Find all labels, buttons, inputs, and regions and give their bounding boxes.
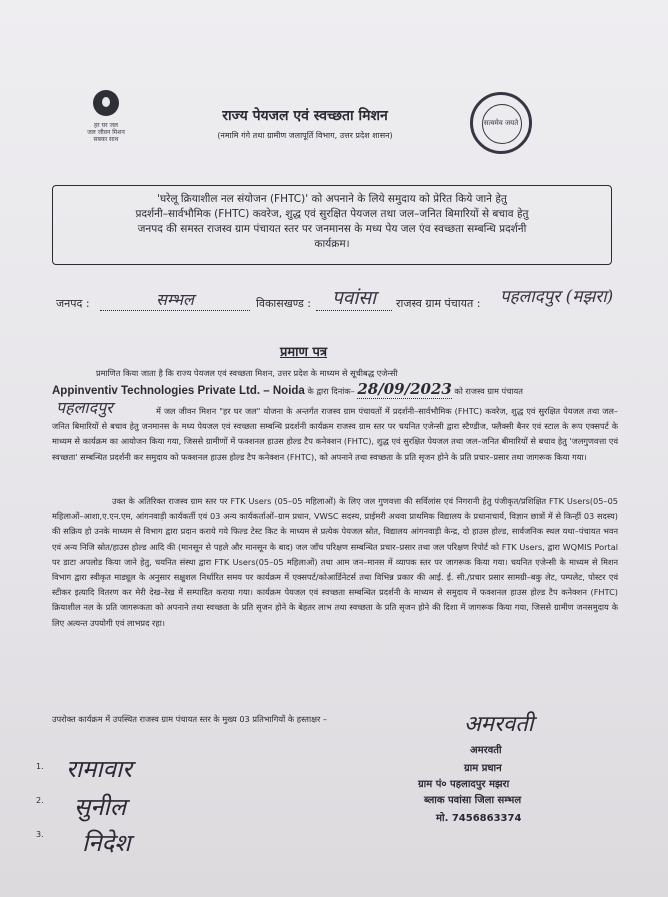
participant-1-number: 1. [36,762,44,771]
participant-3-signature: निदेश [82,829,131,857]
pradhan-mobile: मो. 7456863374 [436,813,522,824]
pradhan-signature: अमरवती [464,712,534,737]
body-paragraph-2: उक्त के अतिरिक्त राजस्व ग्राम स्तर पर FTK Users (05–05 महिलाओं) के लिए जल गुणवत्ता की सर्विलांस एवं निगरानी हेतु पंजीकृत/प्रशिक्षित FTK Users(05–05 महिलाओं–आशा,ए.एन.एम, आंगनवाड़ी कार्यकर्ती एवं 03 अन्य कार्यकर्ताओं–ग्राम प्रधान, VWSC सदस्य, प्राईमरी अथवा प्राथमिक विद्यालय के प्रधानाचार्य, विज्ञान छात्रों में से किन्हीं 03 सदस्य) की सक्रिय हो उनके माध्यम से विभाग द्वारा प्रदान कराये गये फिल्ड टेस्ट किट के माध्यम से प्रत्येक पेयजल स्रोत, विद्यालय आंगनवाड़ी केन्द्र, दो हाउस होल्ड, सार्वजनिक स्थल यथा–पंचायत भवन एवं अन्य निजि स्रोत/हाउस होल्ड आदि की (मानसून से पहले और मानसून के बाद) जल जाँच परिक्षण सम्बन्धित प्रचार–प्रसार तथा जल परिक्षण रिपोर्ट को FTK Users, द्वारा WQMIS Portal पर डाटा अपलोड किया जाने हेतु, चयनित संस्था द्वारा FTK Users(05–05 महिलाओं) तथा आम जन–मानस में व्यापक स्तर पर जागरूक किया गया। चयनित एजेन्सी के माध्यम से मिशन विभाग द्वारा स्वीकृत माड्यूल के अनुसार सक्षुशल निर्धारित समय पर कार्यक्रम में एक्सपर्ट/कोआर्डिनेटर्स तथा विभिन्न प्रकार की आई. ई. सी./प्रचार प्रसार सामग्री–बकु लेट, पम्पलेट, पोस्टर एवं स्टीकर इत्यादि वितरण कर मेरी देख–रेख में सम्पादित कराया गया। कार्यक्रम पेयजल एवं स्वच्छता सम्बन्धित प्रदर्शनी के माध्यम से समुदाय में फक्शनल हाउस होल्ड टैप कनेक्शन (FHTC) क्रियाशील नल के प्रति जागरूकता को अपनाने तथा स्वच्छता के प्रति सृजन होने के बेहतर लाभ तथा स्वच्छता के प्रति सृजन होने की दिशा में जागरूक किया गया, जिससे ग्रामीण जनसमुदाय के लिए अत्यन्त उपयोगी एवं लाभप्रद रहा। [52,496,618,628]
programme-line-1: 'घरेलू क्रियाशील नल संयोजन (FHTC)' को अपनाने के लिये समुदाय को प्रेरित किये जाने हेतु [157,193,507,205]
janpad-value: सम्भल [100,288,250,311]
participant-2-signature: सुनील [74,793,127,821]
village-handwritten: पहलादपुर [56,398,113,417]
gram-panchayat-label: राजस्व ग्राम पंचायत : [396,297,481,310]
body-paragraph-1-main: में जल जीवन मिशन "हर घर जल" योजना के अन्तर्गत राजस्व ग्राम पंचायतों में प्रदर्शनी–सार्वभौमिक (FHTC) कवरेज, शुद्ध एवं सुरक्षित पेयजल तथा जल–जनित बिमारियों से बचाव हेतु जनमानस के मध्य पेयजल एवं स्वच्छता सम्बन्धि प्रदर्शनी कार्यक्रम राजस्व ग्राम स्तर पर चयनित एजेन्सी द्वारा स्टैण्डीज, फ्लैक्सी बैनर एवं स्टाल के रूप एक्सपर्ट के माध्यम से कार्यक्रम का आयोजन किया गया, जिससे ग्रामीणों में फक्शनल हाउस होल्ड टैप कनेक्शन (FHTC), शुद्ध एवं सुरक्षित पेयजल तथा जल–जनित बीमारियों से बचाव हेतु 'जलगुणवत्ता एवं स्वच्छता' सम्बन्धित प्रदर्शनी कर समुदाय को फक्शनल हाउस होल्ड टैप कनेक्शन (FHTC), को अपनाने तथा स्वच्छता के प्रति सृजन होने के प्रति प्रचार–प्रसार तथा जागरूक किया गया। [52,406,618,462]
pradhan-stamp-line-2: ब्लाक पवांसा जिला सम्भल [424,795,522,806]
har-ghar-jal-logo [78,90,134,143]
block-value: पवांसा [316,284,392,311]
programme-description-box [52,185,612,265]
company-line [52,380,618,398]
up-government-seal [470,92,532,154]
participants-intro: उपरोक्त कार्यक्रम में उपस्थित राजस्व ग्राम पंचायत स्तर के मुख्य 03 प्रतिभागियों के हस्ताक्षर – [52,714,327,724]
body-paragraph-1-intro: प्रमाणित किया जाता है कि राज्य पेयजल एवं स्वच्छता मिशन, उत्तर प्रदेश के माध्यम से सूचीबद्ध एजेन्सी [96,368,398,378]
page-subtitle: (नमामि गंगे तथा ग्रामीण जलापूर्ति विभाग, उत्तर प्रदेश शासन) [217,131,393,140]
agency-name: Appinventiv Technologies Private Ltd. – Noida [52,385,305,397]
certificate-heading: प्रमाण पत्र [280,345,328,360]
page-title: राज्य पेयजल एवं स्वच्छता मिशन [222,108,388,124]
seal-text: सत्यमेव जयते [483,119,519,127]
logo-caption: हर घर जल जल जीवन मिशन सबका साथ [87,122,125,143]
pradhan-designation: ग्राम प्रधान [464,763,502,774]
date-prefix: के द्वारा दिनांक– [307,386,355,396]
pradhan-stamp-line-1: ग्राम पं० पहलादपुर मझरा [418,779,510,790]
programme-line-3: जनपद की समस्त राजस्व ग्राम पंचायत स्तर पर जनमानस के मध्य पेय जल एंव स्वच्छता सम्बन्धि प्रदर्शनी [137,223,527,235]
participant-1-signature: रामावार [66,755,132,783]
programme-line-4: कार्यक्रम। [314,238,350,250]
event-date: 28/09/2023 [357,380,452,398]
janpad-label: जनपद : [56,297,90,310]
water-drop-icon [93,90,119,116]
block-label: विकासखण्ड : [256,297,312,310]
participant-2-number: 2. [36,796,44,805]
programme-line-2: प्रदर्शनी–सार्वभौमिक (FHTC) कवरेज, शुद्ध एवं सुरक्षित पेयजल तथा जल–जनित बिमारियों से बचाव हेतु [135,208,529,220]
participant-3-number: 3. [36,830,44,839]
gram-panchayat-value: पहलादपुर (मझरा) [500,287,614,307]
gp-suffix: को राजस्व ग्राम पंचायत [454,386,523,396]
pradhan-name: अमरवती [470,745,502,756]
